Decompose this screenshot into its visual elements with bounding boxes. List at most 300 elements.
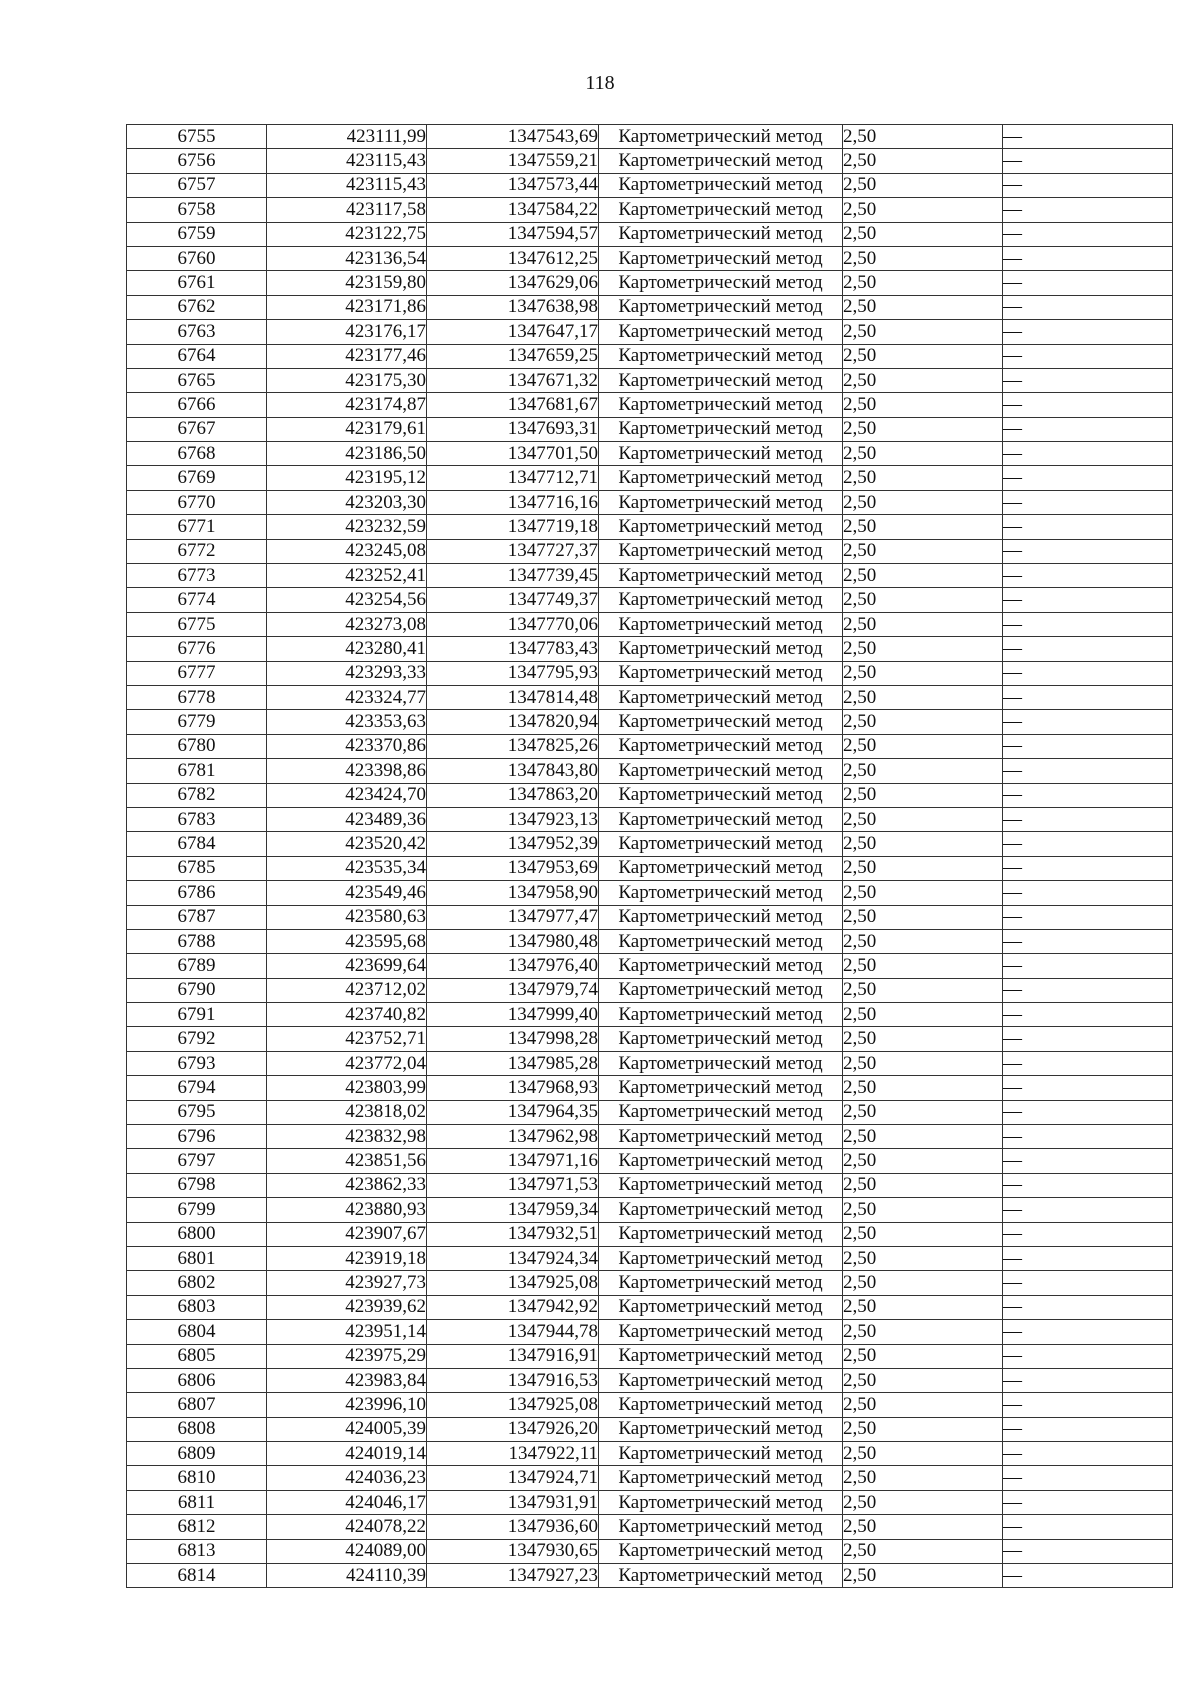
x-coordinate-cell: 423252,41 <box>267 564 427 588</box>
x-coordinate-cell: 423115,43 <box>267 173 427 197</box>
y-coordinate-cell: 1347925,08 <box>427 1271 599 1295</box>
y-coordinate-cell: 1347701,50 <box>427 442 599 466</box>
table-row <box>127 515 1173 539</box>
note-cell: — <box>1003 881 1173 905</box>
accuracy-cell: 2,50 <box>843 564 1003 588</box>
point-number-cell: 6766 <box>127 393 267 417</box>
x-coordinate-cell: 423115,43 <box>267 149 427 173</box>
y-coordinate-cell: 1347843,80 <box>427 759 599 783</box>
accuracy-cell: 2,50 <box>843 1173 1003 1197</box>
x-coordinate-cell: 423186,50 <box>267 442 427 466</box>
point-number-cell: 6768 <box>127 442 267 466</box>
x-coordinate-cell: 423254,56 <box>267 588 427 612</box>
accuracy-cell: 2,50 <box>843 222 1003 246</box>
accuracy-cell: 2,50 <box>843 929 1003 953</box>
method-cell: Картометрический метод <box>599 1393 843 1417</box>
y-coordinate-cell: 1347985,28 <box>427 1051 599 1075</box>
x-coordinate-cell: 423398,86 <box>267 759 427 783</box>
table-row <box>127 246 1173 270</box>
accuracy-cell: 2,50 <box>843 807 1003 831</box>
x-coordinate-cell: 423293,33 <box>267 661 427 685</box>
accuracy-cell: 2,50 <box>843 442 1003 466</box>
note-cell: — <box>1003 417 1173 441</box>
method-cell: Картометрический метод <box>599 1539 843 1563</box>
x-coordinate-cell: 423171,86 <box>267 295 427 319</box>
method-cell: Картометрический метод <box>599 783 843 807</box>
method-cell: Картометрический метод <box>599 515 843 539</box>
x-coordinate-cell: 423424,70 <box>267 783 427 807</box>
x-coordinate-cell: 423273,08 <box>267 612 427 636</box>
point-number-cell: 6765 <box>127 368 267 392</box>
y-coordinate-cell: 1347953,69 <box>427 856 599 880</box>
point-number-cell: 6764 <box>127 344 267 368</box>
point-number-cell: 6792 <box>127 1027 267 1051</box>
accuracy-cell: 2,50 <box>843 1539 1003 1563</box>
table-row <box>127 173 1173 197</box>
table-row <box>127 1344 1173 1368</box>
accuracy-cell: 2,50 <box>843 685 1003 709</box>
point-number-cell: 6769 <box>127 466 267 490</box>
table-row <box>127 710 1173 734</box>
x-coordinate-cell: 424005,39 <box>267 1417 427 1441</box>
method-cell: Картометрический метод <box>599 734 843 758</box>
y-coordinate-cell: 1347999,40 <box>427 1003 599 1027</box>
note-cell: — <box>1003 783 1173 807</box>
table-row <box>127 417 1173 441</box>
accuracy-cell: 2,50 <box>843 1466 1003 1490</box>
note-cell: — <box>1003 271 1173 295</box>
x-coordinate-cell: 423939,62 <box>267 1295 427 1319</box>
point-number-cell: 6775 <box>127 612 267 636</box>
note-cell: — <box>1003 1564 1173 1588</box>
table-row <box>127 783 1173 807</box>
y-coordinate-cell: 1347944,78 <box>427 1320 599 1344</box>
note-cell: — <box>1003 1539 1173 1563</box>
method-cell: Картометрический метод <box>599 173 843 197</box>
y-coordinate-cell: 1347739,45 <box>427 564 599 588</box>
accuracy-cell: 2,50 <box>843 344 1003 368</box>
note-cell: — <box>1003 1490 1173 1514</box>
point-number-cell: 6809 <box>127 1442 267 1466</box>
accuracy-cell: 2,50 <box>843 1051 1003 1075</box>
x-coordinate-cell: 424078,22 <box>267 1515 427 1539</box>
method-cell: Картометрический метод <box>599 1027 843 1051</box>
note-cell: — <box>1003 1246 1173 1270</box>
method-cell: Картометрический метод <box>599 588 843 612</box>
method-cell: Картометрический метод <box>599 832 843 856</box>
method-cell: Картометрический метод <box>599 905 843 929</box>
note-cell: — <box>1003 490 1173 514</box>
method-cell: Картометрический метод <box>599 612 843 636</box>
accuracy-cell: 2,50 <box>843 1003 1003 1027</box>
table-row <box>127 929 1173 953</box>
y-coordinate-cell: 1347863,20 <box>427 783 599 807</box>
x-coordinate-cell: 423975,29 <box>267 1344 427 1368</box>
y-coordinate-cell: 1347916,91 <box>427 1344 599 1368</box>
accuracy-cell: 2,50 <box>843 515 1003 539</box>
point-number-cell: 6814 <box>127 1564 267 1588</box>
y-coordinate-cell: 1347942,92 <box>427 1295 599 1319</box>
point-number-cell: 6805 <box>127 1344 267 1368</box>
page-number: 118 <box>585 72 615 94</box>
method-cell: Картометрический метод <box>599 1246 843 1270</box>
method-cell: Картометрический метод <box>599 417 843 441</box>
table-row <box>127 271 1173 295</box>
y-coordinate-cell: 1347783,43 <box>427 637 599 661</box>
x-coordinate-cell: 423862,33 <box>267 1173 427 1197</box>
method-cell: Картометрический метод <box>599 125 843 149</box>
x-coordinate-cell: 423177,46 <box>267 344 427 368</box>
table-row <box>127 539 1173 563</box>
note-cell: — <box>1003 1125 1173 1149</box>
method-cell: Картометрический метод <box>599 490 843 514</box>
x-coordinate-cell: 423179,61 <box>267 417 427 441</box>
note-cell: — <box>1003 734 1173 758</box>
accuracy-cell: 2,50 <box>843 905 1003 929</box>
note-cell: — <box>1003 661 1173 685</box>
x-coordinate-cell: 424089,00 <box>267 1539 427 1563</box>
y-coordinate-cell: 1347825,26 <box>427 734 599 758</box>
y-coordinate-cell: 1347931,91 <box>427 1490 599 1514</box>
accuracy-cell: 2,50 <box>843 954 1003 978</box>
method-cell: Картометрический метод <box>599 1442 843 1466</box>
method-cell: Картометрический метод <box>599 393 843 417</box>
method-cell: Картометрический метод <box>599 685 843 709</box>
table-row <box>127 1051 1173 1075</box>
accuracy-cell: 2,50 <box>843 1100 1003 1124</box>
method-cell: Картометрический метод <box>599 1320 843 1344</box>
y-coordinate-cell: 1347671,32 <box>427 368 599 392</box>
table-row <box>127 1246 1173 1270</box>
y-coordinate-cell: 1347612,25 <box>427 246 599 270</box>
table-row <box>127 832 1173 856</box>
point-number-cell: 6806 <box>127 1368 267 1392</box>
y-coordinate-cell: 1347925,08 <box>427 1393 599 1417</box>
method-cell: Картометрический метод <box>599 1368 843 1392</box>
table-row <box>127 393 1173 417</box>
note-cell: — <box>1003 442 1173 466</box>
note-cell: — <box>1003 1076 1173 1100</box>
point-number-cell: 6785 <box>127 856 267 880</box>
table-row <box>127 442 1173 466</box>
method-cell: Картометрический метод <box>599 954 843 978</box>
method-cell: Картометрический метод <box>599 1125 843 1149</box>
table-row <box>127 368 1173 392</box>
x-coordinate-cell: 423818,02 <box>267 1100 427 1124</box>
x-coordinate-cell: 423740,82 <box>267 1003 427 1027</box>
y-coordinate-cell: 1347922,11 <box>427 1442 599 1466</box>
x-coordinate-cell: 423122,75 <box>267 222 427 246</box>
x-coordinate-cell: 423245,08 <box>267 539 427 563</box>
table-row <box>127 222 1173 246</box>
y-coordinate-cell: 1347980,48 <box>427 929 599 953</box>
accuracy-cell: 2,50 <box>843 612 1003 636</box>
point-number-cell: 6773 <box>127 564 267 588</box>
y-coordinate-cell: 1347573,44 <box>427 173 599 197</box>
y-coordinate-cell: 1347936,60 <box>427 1515 599 1539</box>
table-row <box>127 320 1173 344</box>
x-coordinate-cell: 423752,71 <box>267 1027 427 1051</box>
x-coordinate-cell: 423880,93 <box>267 1198 427 1222</box>
x-coordinate-cell: 423280,41 <box>267 637 427 661</box>
table-row <box>127 759 1173 783</box>
table-row <box>127 1027 1173 1051</box>
y-coordinate-cell: 1347971,16 <box>427 1149 599 1173</box>
method-cell: Картометрический метод <box>599 856 843 880</box>
method-cell: Картометрический метод <box>599 759 843 783</box>
method-cell: Картометрический метод <box>599 1173 843 1197</box>
method-cell: Картометрический метод <box>599 344 843 368</box>
point-number-cell: 6758 <box>127 198 267 222</box>
accuracy-cell: 2,50 <box>843 1271 1003 1295</box>
y-coordinate-cell: 1347977,47 <box>427 905 599 929</box>
note-cell: — <box>1003 1149 1173 1173</box>
method-cell: Картометрический метод <box>599 978 843 1002</box>
method-cell: Картометрический метод <box>599 198 843 222</box>
x-coordinate-cell: 423203,30 <box>267 490 427 514</box>
x-coordinate-cell: 423195,12 <box>267 466 427 490</box>
y-coordinate-cell: 1347916,53 <box>427 1368 599 1392</box>
method-cell: Картометрический метод <box>599 368 843 392</box>
y-coordinate-cell: 1347998,28 <box>427 1027 599 1051</box>
accuracy-cell: 2,50 <box>843 1515 1003 1539</box>
table-row <box>127 1198 1173 1222</box>
method-cell: Картометрический метод <box>599 1490 843 1514</box>
x-coordinate-cell: 423803,99 <box>267 1076 427 1100</box>
x-coordinate-cell: 423117,58 <box>267 198 427 222</box>
point-number-cell: 6780 <box>127 734 267 758</box>
note-cell: — <box>1003 149 1173 173</box>
method-cell: Картометрический метод <box>599 271 843 295</box>
y-coordinate-cell: 1347968,93 <box>427 1076 599 1100</box>
x-coordinate-cell: 423983,84 <box>267 1368 427 1392</box>
method-cell: Картометрический метод <box>599 637 843 661</box>
accuracy-cell: 2,50 <box>843 1344 1003 1368</box>
x-coordinate-cell: 423176,17 <box>267 320 427 344</box>
point-number-cell: 6802 <box>127 1271 267 1295</box>
point-number-cell: 6791 <box>127 1003 267 1027</box>
y-coordinate-cell: 1347971,53 <box>427 1173 599 1197</box>
point-number-cell: 6779 <box>127 710 267 734</box>
method-cell: Картометрический метод <box>599 710 843 734</box>
accuracy-cell: 2,50 <box>843 783 1003 807</box>
note-cell: — <box>1003 685 1173 709</box>
note-cell: — <box>1003 1173 1173 1197</box>
y-coordinate-cell: 1347959,34 <box>427 1198 599 1222</box>
point-number-cell: 6801 <box>127 1246 267 1270</box>
y-coordinate-cell: 1347749,37 <box>427 588 599 612</box>
note-cell: — <box>1003 1515 1173 1539</box>
note-cell: — <box>1003 173 1173 197</box>
y-coordinate-cell: 1347979,74 <box>427 978 599 1002</box>
x-coordinate-cell: 423370,86 <box>267 734 427 758</box>
accuracy-cell: 2,50 <box>843 1393 1003 1417</box>
y-coordinate-cell: 1347962,98 <box>427 1125 599 1149</box>
accuracy-cell: 2,50 <box>843 539 1003 563</box>
note-cell: — <box>1003 954 1173 978</box>
table-row <box>127 661 1173 685</box>
y-coordinate-cell: 1347820,94 <box>427 710 599 734</box>
note-cell: — <box>1003 588 1173 612</box>
accuracy-cell: 2,50 <box>843 1246 1003 1270</box>
y-coordinate-cell: 1347629,06 <box>427 271 599 295</box>
note-cell: — <box>1003 539 1173 563</box>
note-cell: — <box>1003 978 1173 1002</box>
y-coordinate-cell: 1347559,21 <box>427 149 599 173</box>
table-row <box>127 1490 1173 1514</box>
coordinates-table-body <box>127 125 1173 1588</box>
method-cell: Картометрический метод <box>599 149 843 173</box>
accuracy-cell: 2,50 <box>843 125 1003 149</box>
accuracy-cell: 2,50 <box>843 978 1003 1002</box>
accuracy-cell: 2,50 <box>843 881 1003 905</box>
accuracy-cell: 2,50 <box>843 1564 1003 1588</box>
point-number-cell: 6795 <box>127 1100 267 1124</box>
table-row <box>127 1173 1173 1197</box>
point-number-cell: 6777 <box>127 661 267 685</box>
point-number-cell: 6771 <box>127 515 267 539</box>
table-row <box>127 1320 1173 1344</box>
table-row <box>127 1222 1173 1246</box>
accuracy-cell: 2,50 <box>843 661 1003 685</box>
table-row <box>127 807 1173 831</box>
x-coordinate-cell: 423159,80 <box>267 271 427 295</box>
x-coordinate-cell: 423832,98 <box>267 1125 427 1149</box>
method-cell: Картометрический метод <box>599 929 843 953</box>
point-number-cell: 6804 <box>127 1320 267 1344</box>
table-row <box>127 734 1173 758</box>
method-cell: Картометрический метод <box>599 1344 843 1368</box>
accuracy-cell: 2,50 <box>843 1198 1003 1222</box>
method-cell: Картометрический метод <box>599 881 843 905</box>
accuracy-cell: 2,50 <box>843 1490 1003 1514</box>
point-number-cell: 6776 <box>127 637 267 661</box>
note-cell: — <box>1003 807 1173 831</box>
point-number-cell: 6757 <box>127 173 267 197</box>
point-number-cell: 6803 <box>127 1295 267 1319</box>
note-cell: — <box>1003 1003 1173 1027</box>
y-coordinate-cell: 1347923,13 <box>427 807 599 831</box>
note-cell: — <box>1003 295 1173 319</box>
note-cell: — <box>1003 1027 1173 1051</box>
y-coordinate-cell: 1347964,35 <box>427 1100 599 1124</box>
note-cell: — <box>1003 246 1173 270</box>
y-coordinate-cell: 1347952,39 <box>427 832 599 856</box>
table-row <box>127 978 1173 1002</box>
note-cell: — <box>1003 929 1173 953</box>
method-cell: Картометрический метод <box>599 466 843 490</box>
method-cell: Картометрический метод <box>599 1515 843 1539</box>
table-row <box>127 905 1173 929</box>
note-cell: — <box>1003 222 1173 246</box>
table-row <box>127 1076 1173 1100</box>
x-coordinate-cell: 424046,17 <box>267 1490 427 1514</box>
table-row <box>127 1564 1173 1588</box>
x-coordinate-cell: 423907,67 <box>267 1222 427 1246</box>
point-number-cell: 6790 <box>127 978 267 1002</box>
x-coordinate-cell: 423919,18 <box>267 1246 427 1270</box>
method-cell: Картометрический метод <box>599 1222 843 1246</box>
y-coordinate-cell: 1347716,16 <box>427 490 599 514</box>
accuracy-cell: 2,50 <box>843 490 1003 514</box>
point-number-cell: 6800 <box>127 1222 267 1246</box>
x-coordinate-cell: 423232,59 <box>267 515 427 539</box>
table-row <box>127 295 1173 319</box>
table-row <box>127 149 1173 173</box>
point-number-cell: 6756 <box>127 149 267 173</box>
method-cell: Картометрический метод <box>599 295 843 319</box>
accuracy-cell: 2,50 <box>843 734 1003 758</box>
y-coordinate-cell: 1347659,25 <box>427 344 599 368</box>
x-coordinate-cell: 423927,73 <box>267 1271 427 1295</box>
y-coordinate-cell: 1347770,06 <box>427 612 599 636</box>
y-coordinate-cell: 1347926,20 <box>427 1417 599 1441</box>
table-row <box>127 1515 1173 1539</box>
table-row <box>127 1295 1173 1319</box>
note-cell: — <box>1003 1051 1173 1075</box>
accuracy-cell: 2,50 <box>843 588 1003 612</box>
note-cell: — <box>1003 905 1173 929</box>
point-number-cell: 6811 <box>127 1490 267 1514</box>
accuracy-cell: 2,50 <box>843 832 1003 856</box>
point-number-cell: 6796 <box>127 1125 267 1149</box>
point-number-cell: 6812 <box>127 1515 267 1539</box>
point-number-cell: 6807 <box>127 1393 267 1417</box>
y-coordinate-cell: 1347976,40 <box>427 954 599 978</box>
method-cell: Картометрический метод <box>599 1198 843 1222</box>
y-coordinate-cell: 1347719,18 <box>427 515 599 539</box>
y-coordinate-cell: 1347712,71 <box>427 466 599 490</box>
accuracy-cell: 2,50 <box>843 173 1003 197</box>
note-cell: — <box>1003 344 1173 368</box>
x-coordinate-cell: 423712,02 <box>267 978 427 1002</box>
note-cell: — <box>1003 1100 1173 1124</box>
point-number-cell: 6784 <box>127 832 267 856</box>
table-row <box>127 1539 1173 1563</box>
note-cell: — <box>1003 1344 1173 1368</box>
note-cell: — <box>1003 564 1173 588</box>
table-row <box>127 1368 1173 1392</box>
note-cell: — <box>1003 637 1173 661</box>
accuracy-cell: 2,50 <box>843 1417 1003 1441</box>
method-cell: Картометрический метод <box>599 1271 843 1295</box>
point-number-cell: 6755 <box>127 125 267 149</box>
accuracy-cell: 2,50 <box>843 1295 1003 1319</box>
x-coordinate-cell: 423353,63 <box>267 710 427 734</box>
accuracy-cell: 2,50 <box>843 1125 1003 1149</box>
accuracy-cell: 2,50 <box>843 320 1003 344</box>
point-number-cell: 6762 <box>127 295 267 319</box>
accuracy-cell: 2,50 <box>843 295 1003 319</box>
point-number-cell: 6793 <box>127 1051 267 1075</box>
x-coordinate-cell: 423699,64 <box>267 954 427 978</box>
note-cell: — <box>1003 466 1173 490</box>
method-cell: Картометрический метод <box>599 1100 843 1124</box>
table-row <box>127 612 1173 636</box>
method-cell: Картометрический метод <box>599 246 843 270</box>
point-number-cell: 6798 <box>127 1173 267 1197</box>
y-coordinate-cell: 1347932,51 <box>427 1222 599 1246</box>
table-row <box>127 588 1173 612</box>
table-row <box>127 198 1173 222</box>
note-cell: — <box>1003 1222 1173 1246</box>
method-cell: Картометрический метод <box>599 661 843 685</box>
table-row <box>127 1149 1173 1173</box>
method-cell: Картометрический метод <box>599 222 843 246</box>
point-number-cell: 6810 <box>127 1466 267 1490</box>
x-coordinate-cell: 423136,54 <box>267 246 427 270</box>
method-cell: Картометрический метод <box>599 320 843 344</box>
